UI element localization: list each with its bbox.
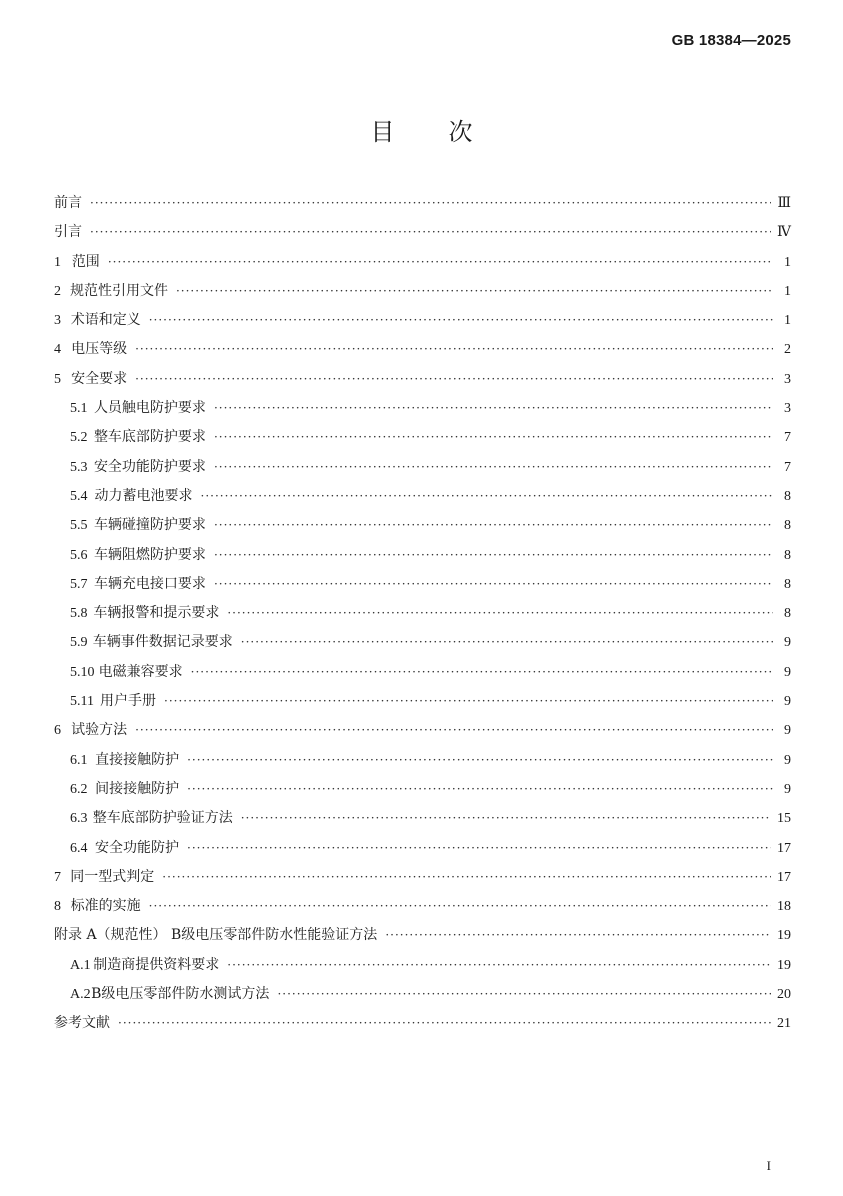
toc-entry[interactable] (54, 628, 791, 657)
toc-dot-leader (187, 746, 773, 775)
toc-entry-title: 安全功能防护要求 (93, 458, 206, 475)
toc-entry-title: 标准的实施 (70, 898, 141, 915)
toc-entry-page: 17 (777, 840, 791, 856)
toc-entry-page: 20 (777, 987, 791, 1003)
toc-entry-title: 动力蓄电池要求 (94, 487, 193, 504)
toc-entry-number: 6.1 (70, 752, 88, 768)
toc-entry-title: 安全功能防护 (95, 839, 180, 856)
toc-entry[interactable] (54, 277, 791, 306)
toc-entry-number: 5.2 (70, 430, 88, 446)
toc-entry-page: 18 (777, 899, 791, 915)
toc-entry-number: 5.7 (70, 576, 88, 592)
toc-entry[interactable] (54, 423, 791, 452)
toc-entry-number: 5.10 (70, 664, 95, 680)
toc-entry-title: 安全要求 (71, 370, 128, 387)
toc-entry-title: 电磁兼容要求 (98, 663, 183, 680)
toc-entry-page: 1 (784, 313, 791, 329)
toc-entry-page: 3 (784, 401, 791, 417)
toc-entry-title: 车辆阻燃防护要求 (93, 546, 206, 563)
toc-entry-title: 间接接触防护 (95, 780, 180, 797)
toc-dot-leader (162, 863, 771, 892)
toc-entry-title: 参考文献 (54, 1015, 110, 1032)
toc-entry[interactable] (54, 658, 791, 687)
toc-entry-number: 8 (54, 899, 61, 915)
toc-entry-number: 6 (54, 723, 61, 739)
toc-entry[interactable] (54, 921, 791, 950)
toc-entry[interactable] (54, 570, 791, 599)
toc-dot-leader (164, 687, 773, 716)
toc-dot-leader (385, 921, 771, 950)
toc-entry-page: 9 (784, 781, 791, 797)
toc-entry[interactable] (54, 687, 791, 716)
toc-entry-number: 5 (54, 371, 61, 387)
toc-dot-leader (241, 628, 773, 657)
toc-entry[interactable] (54, 1009, 791, 1038)
toc-dot-leader (201, 482, 773, 511)
toc-entry-page: 7 (784, 430, 791, 446)
toc-entry[interactable] (54, 599, 791, 628)
toc-entry-number: A.2 (70, 987, 91, 1003)
toc-entry[interactable] (54, 189, 791, 218)
toc-entry-number: 6.4 (70, 840, 88, 856)
toc-entry-page: 1 (784, 283, 791, 299)
toc-dot-leader (277, 980, 771, 1009)
toc-entry-title: 车辆报警和提示要求 (93, 605, 220, 622)
toc-entry[interactable] (54, 335, 791, 364)
toc-dot-leader (118, 1009, 771, 1038)
toc-entry-title: 范围 (71, 253, 100, 270)
toc-entry-title: 直接接触防护 (95, 751, 180, 768)
toc-entry-number: 5.5 (70, 518, 88, 534)
toc-entry-page: 8 (784, 518, 791, 534)
toc-entry[interactable] (54, 482, 791, 511)
toc-entry-number: A.1 (70, 957, 91, 973)
toc-entry-page: 19 (777, 928, 791, 944)
toc-entry-page: 9 (784, 752, 791, 768)
toc-entry-title: 引言 (54, 224, 82, 241)
toc-entry[interactable] (54, 511, 791, 540)
toc-dot-leader (176, 277, 773, 306)
toc-dot-leader (214, 541, 773, 570)
table-of-contents (54, 189, 791, 1039)
toc-entry-number: 2 (54, 283, 61, 299)
toc-entry[interactable] (54, 980, 791, 1009)
toc-entry-page: 17 (777, 869, 791, 885)
toc-entry-number: 5.6 (70, 547, 88, 563)
toc-dot-leader (135, 335, 773, 364)
toc-entry-page: Ⅲ (777, 196, 791, 211)
toc-entry[interactable] (54, 951, 791, 980)
toc-entry-title: B级电压零部件防水测试方法 (91, 986, 270, 1003)
toc-entry-title: 试验方法 (71, 722, 128, 739)
standard-number: GB 18384—2025 (671, 32, 791, 49)
toc-entry-number: 5.3 (70, 459, 88, 475)
toc-entry-page: 21 (777, 1016, 791, 1032)
toc-entry[interactable] (54, 306, 791, 335)
toc-entry-title: 车辆碰撞防护要求 (93, 517, 206, 534)
toc-entry-number: 4 (54, 342, 61, 358)
toc-entry-number: 5.1 (70, 401, 88, 417)
toc-dot-leader (108, 248, 773, 277)
page-number: I (766, 1158, 771, 1173)
toc-dot-leader (149, 306, 773, 335)
toc-entry-number: 3 (54, 313, 61, 329)
toc-dot-leader (149, 892, 771, 921)
toc-entry-page: 8 (784, 576, 791, 592)
toc-entry-page: 3 (784, 371, 791, 387)
toc-entry[interactable] (54, 541, 791, 570)
toc-dot-leader (214, 511, 773, 540)
toc-entry-page: 9 (784, 723, 791, 739)
toc-entry-title: 人员触电防护要求 (93, 400, 206, 417)
toc-entry-title: 车辆充电接口要求 (93, 575, 206, 592)
toc-entry-number: 5.9 (70, 635, 88, 651)
toc-entry-title: 整车底部防护要求 (93, 429, 206, 446)
toc-entry-page: 19 (777, 957, 791, 973)
toc-dot-leader (191, 658, 773, 687)
toc-entry-number: 6.3 (70, 811, 88, 827)
toc-entry[interactable] (54, 248, 791, 277)
toc-entry-title: 术语和定义 (70, 312, 141, 329)
toc-entry[interactable] (54, 394, 791, 423)
toc-dot-leader (214, 423, 773, 452)
toc-entry-page: 9 (784, 694, 791, 710)
toc-entry-page: 9 (784, 635, 791, 651)
toc-entry-page: 15 (777, 811, 791, 827)
toc-entry[interactable] (54, 218, 791, 247)
toc-dot-leader (227, 951, 771, 980)
toc-dot-leader (90, 218, 771, 247)
toc-entry-title: 电压等级 (71, 341, 128, 358)
toc-entry-number: 6.2 (70, 781, 88, 797)
toc-entry[interactable] (54, 453, 791, 482)
toc-entry-page: 7 (784, 459, 791, 475)
toc-dot-leader (187, 775, 773, 804)
toc-title: 目次 (370, 118, 527, 146)
toc-entry-page: 8 (783, 606, 791, 622)
toc-entry-page: 8 (784, 547, 791, 563)
toc-entry-number: 5.8 (70, 606, 88, 622)
toc-dot-leader (214, 570, 773, 599)
toc-dot-leader (241, 804, 771, 833)
toc-entry-title: 附录 A（规范性） B级电压零部件防水性能验证方法 (54, 927, 378, 944)
toc-entry-number: 7 (54, 869, 61, 885)
toc-dot-leader (135, 365, 773, 394)
toc-entry-title: 用户手册 (100, 693, 156, 710)
toc-entry-number: 1 (54, 254, 61, 270)
toc-entry[interactable] (54, 716, 791, 745)
toc-entry-number: 5.11 (70, 694, 94, 710)
toc-entry-title: 制造商提供资料要求 (93, 956, 220, 973)
toc-dot-leader (187, 834, 771, 863)
toc-entry-title: 规范性引用文件 (69, 282, 168, 299)
toc-entry[interactable] (54, 365, 791, 394)
toc-dot-leader (227, 599, 773, 628)
toc-entry-title: 同一型式判定 (70, 868, 155, 885)
toc-dot-leader (214, 453, 773, 482)
toc-dot-leader (214, 394, 773, 423)
toc-entry[interactable] (54, 863, 791, 892)
toc-entry[interactable] (54, 746, 791, 775)
toc-entry-page: 8 (784, 488, 791, 504)
toc-entry[interactable] (54, 804, 791, 833)
toc-entry-page: 9 (784, 664, 791, 680)
toc-entry-page: Ⅳ (777, 225, 791, 241)
toc-entry-title: 前言 (54, 195, 82, 211)
toc-entry-title: 车辆事件数据记录要求 (92, 634, 233, 651)
toc-entry-number: 5.4 (70, 488, 88, 504)
toc-entry[interactable] (54, 775, 791, 804)
toc-entry-page: 2 (784, 342, 791, 358)
toc-entry-page: 1 (784, 254, 791, 270)
toc-dot-leader (135, 716, 773, 745)
toc-dot-leader (90, 189, 771, 218)
toc-entry[interactable] (54, 892, 791, 921)
toc-entry[interactable] (54, 834, 791, 863)
toc-entry-title: 整车底部防护验证方法 (92, 810, 233, 827)
